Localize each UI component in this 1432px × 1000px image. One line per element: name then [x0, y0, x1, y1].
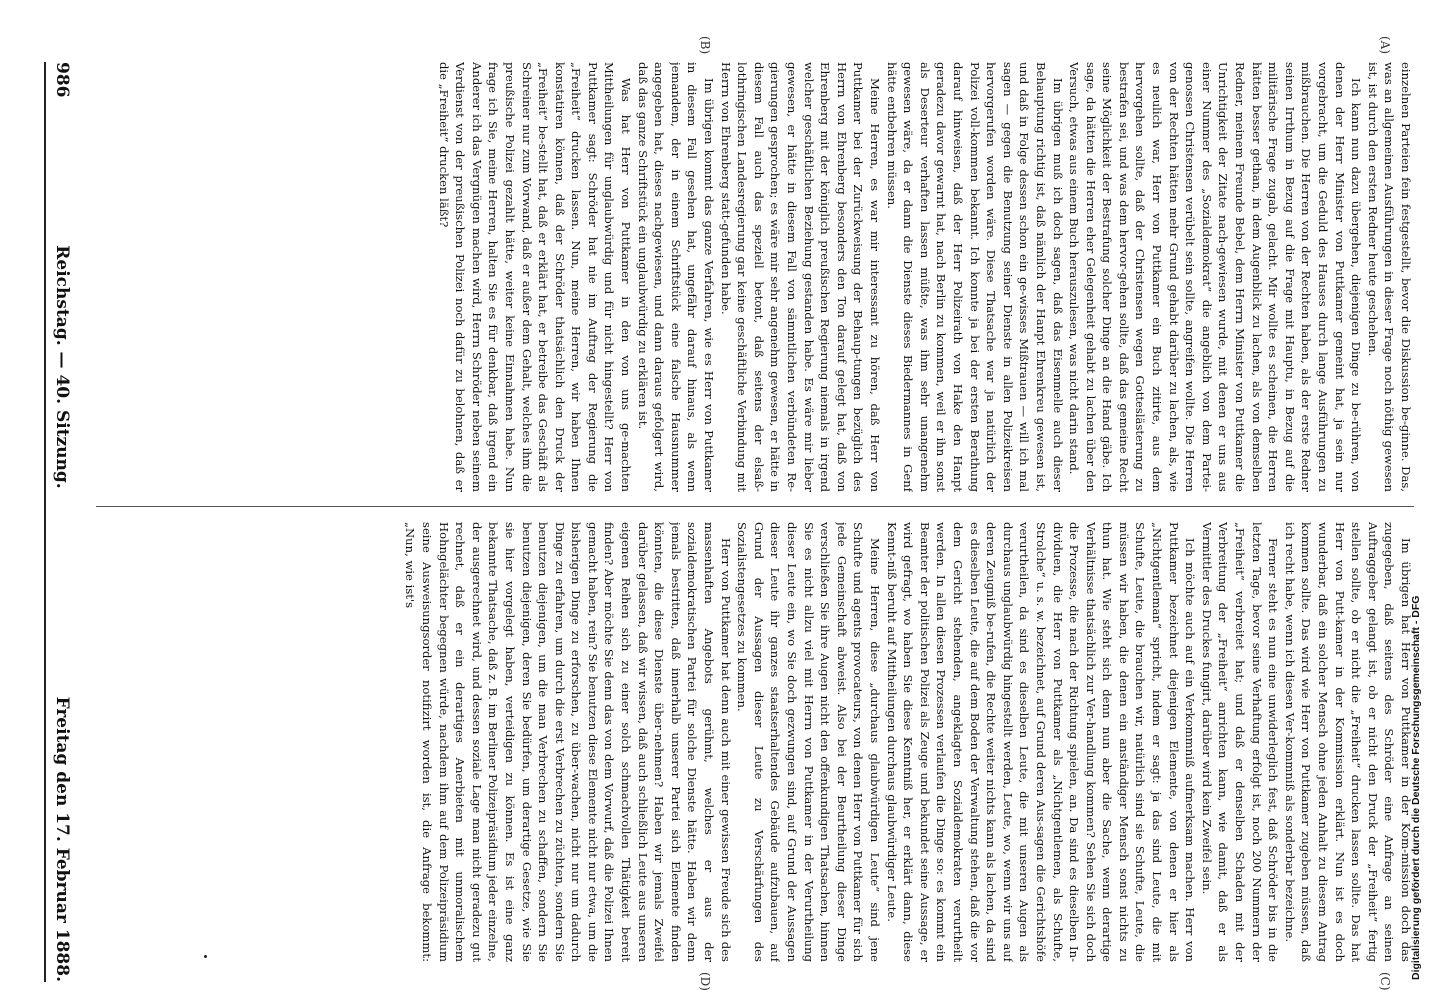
margin-marker-a: (A)	[1378, 36, 1392, 55]
credit-text: Digitalisierung gefördert durch die Deutsche Forschungsgemeinschaft - DFG	[1410, 595, 1422, 980]
paragraph: Meine Herren, es war mir interessant zu hören, daß Herr von Puttkamer bei der Zurückweisung der Behaup-tungen bezüglich des Herrn von Ehrenberg besonders den Ton darauf gelegt hat, daß von Ehrenberg mit der königlich preußischen Regierung niemals in irgend welcher geschäftlichen Beziehung gestanden habe. Es wäre mir lieber gewesen, er hätte in diesem Fall von sämmtlichen verbündeten Re-gierungen gesprochen; es wäre mir sehr angenehm gewesen, er hätte in diesem Fall auch das speziell betont, daß seitens der elsaß-lothringischen Landesregierung gar keine geschäftliche Verbindung mit Herrn von Ehrenberg statt-gefunden habe.	[718, 62, 882, 492]
paragraph: Ich möchte auch auf ein Verkommniß aufmerksam machen. Herr von Puttkamer bezeichnet diejenigen Elemente, von denen er hier als „Nichtgentleman“ spricht, indem er sagt: ja das sind Leute, die mit Schufte, Leute, die brauchen wir, natürlich sind sie Schufte, Leute, die müssen wir haben, die denen ein anständiger Mensch sonst nichts zu thun hat. Wie steht sich denn nun aber die Sache, wenn derartige Verhältnisse thatsächlich zur Ver-handlung kommen? Sehen Sie sich doch die Prozesse, die nach der Richtung spielen, an. Da sind es dieselben In-dividuen, die Herr von Puttkamer als „Nichtgentlemen, als Schufte, Strolche“ u. s. w. bezeichnet, auf Grund deren Aus-sagen die Gerichtshöfe verurtheilen, da sind es dieselben Leute, die mit unseren Augen als durchaus unglaubwürdig hingestellt werden, Leute, wo, wenn wir uns auf deren Zeugniß be-rufen, die Rechte weiter nichts kann als lachen, da sind es dieselben Leute, die auf dem Boden der Verwaltung stehen, daß die vor dem Gericht stehenden, angeklagten Sozialdemokraten verurtheilt werden. In allen diesen Prozessen verlaufen die Dinge so: es kommt ein Beamter der politischen Polizei als Zeuge und bekundet seine Aussage, er wird gefragt, wo haben Sie diese Kenntniß her, er erklärt dann, diese Kennt-niß beruht auf Mittheilungen durchaus glaubwürdiger Leute.	[884, 522, 1198, 962]
paragraph: Ich kann nun dazu übergehen, diejenigen Dinge zu be-rühren, von denen der Herr Minister von Puttkamer gemeint hat, ja sein nur vorgebracht, um die Geduld des Hauses durch lange Ausführungen zu mißbrauchen. Die Herren von der Rechten haben, als der erste Redner seinen Irrthum in Bezug auf die Frage mit Hauptu, in Bezug auf die militärische Frage zugab, gelacht. Mir wollte es scheinen, die Herren hätten besser gethan, in dem Augenblick zu lachen, als von demselben Redner, meinem Freunde Bebel, dem Herrn Minister von Puttkamer die Unrichtigkeit der Zitate nach-gewiesen wurde, mit denen er uns aus einer Nummer des „Sozialdemokrat“ die angeblich von dem Partei-genossen Christensen verübelt sein sollte, angreifen wollte. Die Herren von der Rechten hätten mehr Grund gehabt darüber zu lachen, als, wie es neulich war, Herr von Puttkamer ein Buch zitirte, aus dem hervorgehen sollte, daß der Christensen wegen Gotteslästerung zu bestrafen sei, und was dem hervor-gehen sollte, daß das gemeine Recht seine Möglichkeit der Bestrafung solcher Dinge an die Hand gäbe. Ich sage, da hätten die Herren eher Gelegenheit gehabt zu lachen über den Versuch, etwas aus einem Buch herauszulesen, was nicht darin stand.	[1067, 62, 1364, 492]
print-speck	[204, 955, 207, 958]
paragraph: Im übrigen muß ich doch sagen, daß das Eisenmelle auch dieser Behauptung richtig ist, daß nämlich der Hanpt Ehrenkreu gewesen ist, und daß in Folge dessen schon ein ge-wisses Mißtrauen — will ich mal sagen — gegen die Benutzung seiner Dienste in allen Polizeikreisen hervorgerufen worden wäre. Diese Thatsache war ja natürlich der Polizei voll-kommen bekannt. Ich konnte ja bei der ersten Berathung darauf hinweisen, daß der Herr Polizeirath von Hake den Hanpt geradezu davor gewarnt hat, nach Berlin zu kommen, weil er ihn sonst als Deserteur verhaften lassen müßte, was ihm sehr unangenehm gewesen wäre, da er dann die Dienste dieses Biedermannes in Genf hätte entbehren müssen.	[884, 62, 1065, 492]
page-header	[44, 62, 80, 982]
margin-marker-c: (C)	[1378, 972, 1392, 991]
paragraph: Im übrigen kommt das ganze Verfahren, wie es Herr von Puttkamer in diesem Fall gesehen hat, ungefähr darauf hinaus, als wenn jemandem, der in einem Schriftstück eine falsche Hausnummer angegeben hat, dieses nachgewiesen, und dann daraus gefolgert wird, daß das ganze Schriftstück ein unglaubwürdig zu erklären ist.	[635, 62, 717, 492]
margin-marker-b: (B)	[698, 36, 712, 55]
paragraph: Im übrigen hat Herr von Puttkamer in der Kom-mission doch das zugegeben, daß seitens des Schröder eine Anfrage an seinen Auftraggeber gelangt ist, ob er nicht den Druck der „Freiheit“ fertig stellen sollte, ob er nicht die „Freiheit“ drucken lassen sollte. Das hat Herr von Putt-kamer in der Kommission erklärt. Nun ist es doch wunderbar, daß ein solcher Mensch ohne jeden Anhalt zu diesem Antrag kommen sollte. Das wird wie Herr von Puttkamer zugeben müssen, daß ich recht habe, wenn ich diesen Ver-kommniß als sonderbar bezeichne.	[1282, 522, 1413, 962]
paragraph: Herr von Puttkamer hat denn auch mit einer gewissen Freude sich des massenhaften Angebots gerühmt, welches er aus der sozialdemokratischen Partei für solche Dienste hätte. Haben wir denn jemals bestritten, daß innerhalb unserer Partei sich Elemente finden könnten, die diese Dienste über-nehmen? Haben wir jemals Zweifel darüber gelassen, daß wir wissen, daß auch schließlich Leute aus unseren eigenen Reihen sich zu einer solch schmachvollen Thätigkeit bereit finden? Aber möchte Sie denn das von dem Vorwurf, daß die Polizei Ihnen gemacht haben, rein? Sie benutzen diese Elemente nicht nur etwa, um die bisherigen Dinge zu erforschen, zu über-wachen, nicht nur um dadurch Dinge zu erfahren, um durch die erst Verbrechen zu züchten, sondern Sie benutzen diejenigen, um die man Verbrechen zu schaffen, sondern Sie benutzen diejenigen, deren Sie bedürfen, um derartige Gesetze, wie Sie sie hier vorgelegt haben, verteidigen zu können. Es ist eine ganz bekannte Thatsache, daß z. B. im Berliner Polizeipräsidium jeder einzelne, der ausgerechnet wird, und dessen soziale Lage man nicht geradezu gut rechnet, daß er ein derartiges Anerbieten mit unmoralischem Hohngelächter begegnen würde, nachdem ihm auf dem Polizeipräsidium seine Ausweisungsorder notifizirt worden ist, die Anfrage bekommt: „Nun, wie ist's	[403, 522, 733, 962]
header-rule	[44, 62, 46, 982]
right-column	[96, 522, 1414, 962]
paragraph: Meine Herren, diese „durchaus glaubwürdigen Leute“ sind jene Schufte und agents provocateurs, von denen Herr von Puttkamer für sich jede Gemeinschaft abweist. Also bei der Beurtheilung dieser Dinge verschließen Sie ihre Augen nicht den offenkundigen Thatsachen, hinnen Sie es nicht allzu viel mit Herrn von Puttkamer in der Verurtheilung dieser Leute ein, wo Sie doch gezwungen sind, auf Grund der Aussagen dieser Leute ihr ganzes staatserhaltendes Gebäude aufzubauen, auf Grund der Aussagen dieser Leute zu Verschärfungen des Sozialistengesetzes zu kommen.	[735, 522, 882, 962]
paragraph: Was hat Herr von Puttkamer in den von uns ge-machten Mittheilungen für unglaubwürdig und für nicht hingestellt? Herr von Puttkamer sagt: Schröder hat nie im Auftrag der Regierung die „Freiheit“ drucken lassen. Nun, meine Herren, wir haben Ihnen konstatiren können, daß der Schröder thatsächlich den Druck der „Freiheit“ be-stellt hat, daß er erklärt hat, er betreibe das Geschäft als Schreiner nur zum Vorwand, daß er außer dem Gehalt, welches ihm die preußische Polizei gezahlt hätte, weiter keine Einnahmen habe. Nun frage ich Sie, meine Herren, halten Sie es für denkbar, daß irgend ein Anderer ich das Vergnügen machen wird, Herrn Schröder neben seinem Verdienst von der preußischen Polizei noch dafür zu belohnen, daß er die „Freiheit“ drucken läßt?	[436, 62, 634, 492]
left-column	[96, 62, 1414, 492]
session-title: Reichstag. — 40. Sitzung.	[52, 245, 72, 489]
paragraph: Ferner steht es nun eine unwiderleglich fest, daß Schröder bis in die letzten Tage, bevor seine Verhaftung erfolgt ist, noch 200 Nummern der „Freiheit“ verbreitet hat; und daß er denselben Schaden mit der Verbreitung der „Freiheit“ anrichten kann, wie damit, daß er als Vermittler des Druckes fungirt, darüber wird kein Zweifel sein.	[1199, 522, 1281, 962]
column-divider	[96, 506, 1414, 507]
margin-marker-d: (D)	[698, 972, 712, 991]
paragraph: einzelnen Parteien fein festgestellt, bevor die Diskussion be-ginne. Das, was an allgemeinen Ausführungen in dieser Frage noch nöthig gewesen ist, ist durch den ersten Redner heute geschehen.	[1365, 62, 1413, 492]
digitization-credit	[1406, 50, 1426, 980]
page-number: 986	[52, 62, 72, 98]
session-date: Freitag den 17. Februar 1888.	[52, 696, 72, 982]
